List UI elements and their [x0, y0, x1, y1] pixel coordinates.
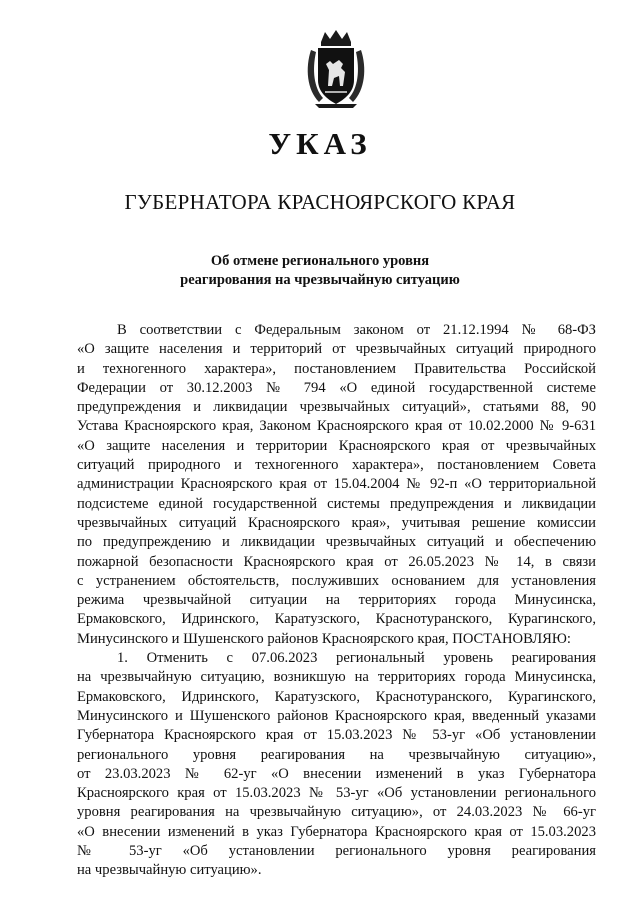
body-line: чрезвычайных ситуаций Красноярского края», учитывая решение комиссии [77, 514, 596, 531]
body-line: Ермаковского, Идринского, Каратузского, Краснотуранского, Курагинского, [77, 688, 596, 705]
body-line: Федерации от 30.12.2003 № 794 «О единой государственной системе [77, 379, 596, 396]
body-line: Минусинского и Шушенского районов Красноярского края, ПОСТАНОВЛЯЮ: [77, 630, 571, 647]
krasnoyarsk-coat-of-arms-icon [301, 28, 371, 108]
document-title: УКАЗ [268, 126, 372, 161]
body-line: № 53-уг «Об установлении регионального уровня реагирования [77, 843, 596, 860]
body-line: уровня реагирования на чрезвычайную ситуацию», от 24.03.2023 № 66-уг [77, 804, 596, 821]
body-line: «О защите населения и территории Красноярского края от чрезвычайных [77, 437, 596, 454]
body-line: с устранением обстоятельств, послуживших основанием для установления [77, 572, 596, 589]
body-line: предупреждения и ликвидации чрезвычайных ситуаций», статьями 88, 90 [77, 399, 596, 416]
body-line: 1. Отменить с 07.06.2023 региональный уровень реагирования [117, 650, 596, 667]
document-subtitle: ГУБЕРНАТОРА КРАСНОЯРСКОГО КРАЯ [124, 190, 516, 214]
body-line: на чрезвычайную ситуацию». [77, 862, 262, 879]
body-line: администрации Красноярского края от 15.04.2004 № 92-п «О территориальной [77, 476, 596, 493]
body-line: Минусинского и Шушенского районов Красноярского края, введенный указами [77, 707, 596, 724]
body-line: В соответствии с Федеральным законом от 21.12.1994 № 68-ФЗ [117, 322, 596, 338]
body-line: от 23.03.2023 № 62-уг «О внесении изменений в указ Губернатора [77, 765, 596, 782]
document-body [77, 321, 596, 881]
heading-line: Об отмене регионального уровня [210, 253, 430, 269]
body-line: «О внесении изменений в указ Губернатора Красноярского края от 15.03.2023 [77, 823, 596, 840]
body-line: «О защите населения и территорий от чрезвычайных ситуаций природного [77, 341, 596, 358]
body-line: Устава Красноярского края, Законом Красноярского края от 10.02.2000 № 9-631 [77, 418, 596, 435]
body-line: по предупреждению и ликвидации чрезвычайных ситуаций и обеспечению [77, 534, 596, 551]
body-line: подсистеме единой государственной системы предупреждения и ликвидации [77, 495, 596, 512]
body-line: ситуаций природного и техногенного характера», постановлением Совета [77, 457, 596, 474]
body-line: Красноярского края от 15.03.2023 № 53-уг «Об установлении регионального [77, 785, 596, 802]
body-line: на чрезвычайную ситуацию, возникшую на территориях города Минусинска, [77, 669, 596, 686]
heading-line: реагирования на чрезвычайную ситуацию [180, 272, 460, 288]
body-line: и техногенного характера», постановлением Правительства Российской [77, 360, 596, 377]
body-line: режима чрезвычайной ситуации на территориях города Минусинска, [77, 592, 596, 609]
body-line: Губернатора Красноярского края от 15.03.2023 № 53-уг «Об установлении [77, 727, 596, 744]
body-line: Ермаковского, Идринского, Каратузского, Краснотуранского, Курагинского, [77, 611, 596, 628]
document-heading [0, 252, 640, 290]
body-line: пожарной безопасности Красноярского края от 26.05.2023 № 14, в связи [77, 553, 596, 570]
body-line: регионального уровня реагирования на чрезвычайную ситуацию», [77, 746, 596, 763]
